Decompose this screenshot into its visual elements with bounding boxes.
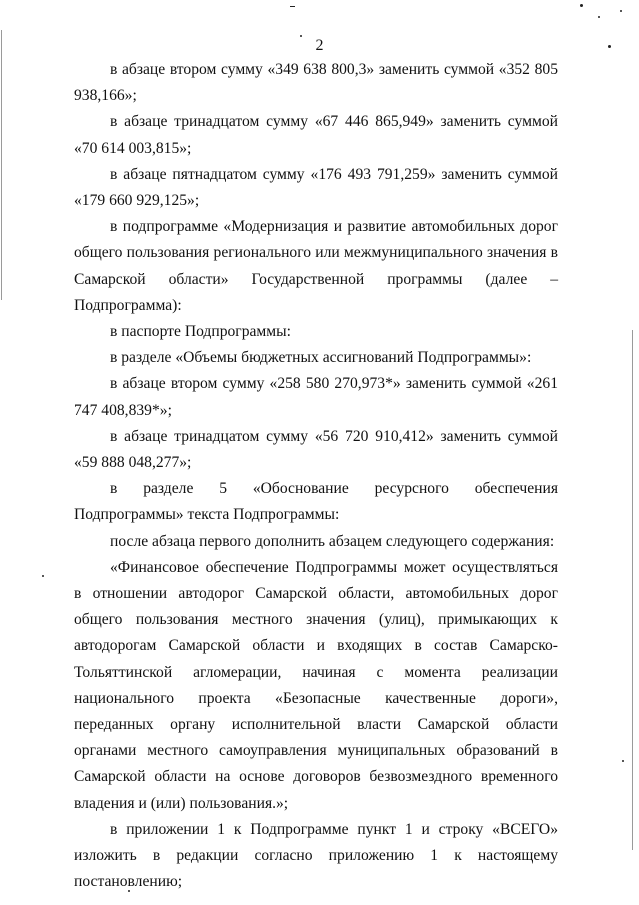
scan-speck bbox=[620, 10, 622, 12]
paragraph-9: в разделе 5 «Обоснование ресурсного обеспечения Подпрограммы» текста Подпрограммы: bbox=[74, 480, 558, 524]
scan-speck bbox=[608, 45, 611, 48]
scan-speck bbox=[42, 575, 44, 577]
paragraph-2: в абзаце тринадцатом сумму «67 446 865,949» заменить суммой «70 614 003,815»; bbox=[74, 113, 558, 157]
paragraph-7: в абзаце втором сумму «258 580 270,973*» заменить суммой «261 747 408,839*»; bbox=[74, 375, 558, 419]
scan-edge-line bbox=[632, 330, 633, 850]
page-number: 2 bbox=[315, 37, 324, 54]
scan-speck bbox=[580, 4, 583, 7]
paragraph-3: в абзаце пятнадцатом сумму «176 493 791,259» заменить суммой «179 660 929,125»; bbox=[74, 165, 558, 210]
scan-speck bbox=[598, 16, 600, 18]
paragraph-5: в паспорте Подпрограммы: bbox=[110, 323, 291, 341]
paragraph-10: после абзаца первого дополнить абзацем следующего содержания: bbox=[110, 532, 555, 550]
paragraph-11: «Финансовое обеспечение Подпрограммы может осуществляться в отношении автодорог Самарской области, автомобильных дорог общего пользования местного значения (улиц), примыкающих к автодорогам Самарской области и входящих в состав Самарско-Тольяттинской агломерации, начиная с момента реализации национального проекта «Безопасные качественные дороги», переданных органу исполнительной власти Самарской области органами местного самоуправления муниципальных образований в Самарской области на основе договоров безвозмездного временного владения и (или) пользования.»; bbox=[74, 558, 558, 812]
scan-speck bbox=[300, 35, 302, 37]
scan-speck bbox=[128, 890, 130, 892]
paragraph-8: в абзаце тринадцатом сумму «56 720 910,412» заменить суммой «59 888 048,277»; bbox=[74, 427, 558, 472]
paragraph-6: в разделе «Объемы бюджетных ассигнований Подпрограммы»: bbox=[110, 349, 532, 367]
scan-speck bbox=[622, 760, 624, 762]
scan-edge-line bbox=[1, 30, 2, 300]
scan-speck bbox=[290, 6, 295, 7]
document-body bbox=[74, 57, 558, 896]
paragraph-1: в абзаце втором сумму «349 638 800,3» заменить суммой «352 805 938,166»; bbox=[74, 61, 558, 105]
paragraph-12: в приложении 1 к Подпрограмме пункт 1 и строку «ВСЕГО» изложить в редакции согласно приложению 1 к настоящему постановлению; bbox=[74, 820, 558, 891]
paragraph-4: в подпрограмме «Модернизация и развитие автомобильных дорог общего пользования регионального или межмуниципального значения в Самарской области» Государственной программы (далее – Подпрограмма): bbox=[74, 218, 558, 314]
